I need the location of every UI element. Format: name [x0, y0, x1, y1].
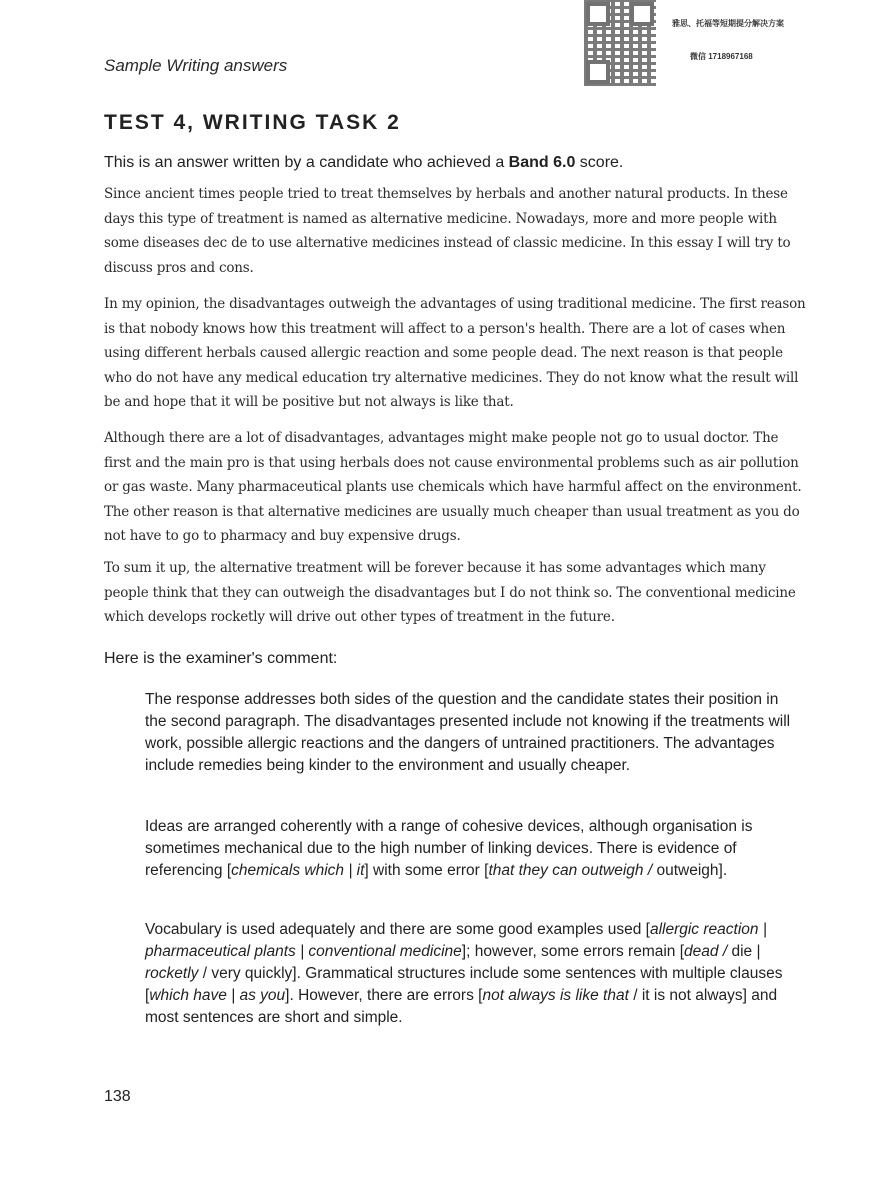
comment-example: which have | as you — [149, 987, 286, 1004]
comment-example: chemicals which | it — [231, 862, 365, 879]
comment-text: Vocabulary is used adequately and there are some good examples used [ — [145, 921, 650, 938]
running-head: Sample Writing answers — [104, 56, 288, 75]
comment-example: allergic reaction | pharmaceutical plants | conventional medicine — [145, 921, 767, 960]
comment-text: / very quickly]. Grammatical structures include some sentences with multiple clauses [ — [145, 965, 783, 1004]
comment-text: ]; however, some errors remain [ — [461, 943, 685, 960]
intro-text: This is an answer written by a candidate who achieved a — [104, 154, 509, 171]
intro-sentence — [104, 154, 623, 172]
band-score: Band 6.0 — [508, 154, 576, 171]
comment-text: ] with some error [ — [364, 862, 489, 879]
page-number: 138 — [104, 1088, 131, 1105]
comment-example: dead / — [684, 943, 728, 960]
comment-text: / it is not always] and most sentences are short and simple. — [145, 987, 778, 1026]
comment-heading: Here is the examiner's comment: — [104, 650, 338, 667]
examiner-comment-2 — [145, 816, 795, 882]
examiner-comment-1: The response addresses both sides of the question and the candidate states their position in the second paragraph. The disadvantages presented include not knowing if the treatments will work, possible allergic reactions and the dangers of untrained practitioners. The advantages include remedies being kinder to the environment and usually cheaper. — [145, 691, 791, 774]
comment-text: die | — [727, 943, 761, 960]
essay-paragraph-3: Although there are a lot of disadvantages, advantages might make people not go to usual doctor. The first and the main pro is that using herbals does not cause environmental problems such as air pollution or gas waste. Many pharmaceutical plants use chemicals which have harmful affect on the environment. The other reason is that alternative medicines are usually much cheaper than usual treatment as you do not have to go to pharmacy and buy expensive drugs. — [104, 430, 802, 544]
comment-text: outweigh]. — [652, 862, 728, 879]
essay-paragraph-4: To sum it up, the alternative treatment will be forever because it has some advantages which many people think that they can outweigh the disadvantages but I do not think so. The conventional medicine which develops rocketly will drive out other types of treatment in the future. — [104, 560, 796, 625]
comment-example: rocketly — [145, 965, 199, 982]
essay-paragraph-1: Since ancient times people tried to treat themselves by herbals and another natural products. In these days this type of treatment is named as alternative medicine. Nowadays, more and more people with some diseases dec de to use alternative medicines instead of classic medicine. In this essay I will try to discuss pros and cons. — [104, 186, 791, 276]
comment-example: that they can outweigh / — [488, 862, 653, 879]
comment-example: not always is like that — [482, 987, 629, 1004]
comment-text: ]. However, there are errors [ — [285, 987, 483, 1004]
watermark-text: 雅思、托福等短期提分解决方案 — [672, 19, 784, 28]
qr-code — [584, 0, 656, 86]
page-title: TEST 4, WRITING TASK 2 — [104, 111, 401, 134]
examiner-comment-3 — [145, 919, 795, 1029]
essay-paragraph-2: In my opinion, the disadvantages outweigh the advantages of using traditional medicine. The first reason is that nobody knows how this treatment will affect to a person's health. There are a lot of cases when using different herbals caused allergic reaction and some people dead. The next reason is that people who do not have any medical education try alternative medicines. They do not know what the result will be and hope that it will be positive but not always is like that. — [104, 296, 806, 410]
watermark-contact: 微信 1718967168 — [690, 52, 753, 61]
intro-text-end: score. — [575, 154, 624, 171]
comment-text: Ideas are arranged coherently with a range of cohesive devices, although organisation is sometimes mechanical due to the high number of linking devices. There is evidence of referencing [ — [145, 818, 753, 879]
